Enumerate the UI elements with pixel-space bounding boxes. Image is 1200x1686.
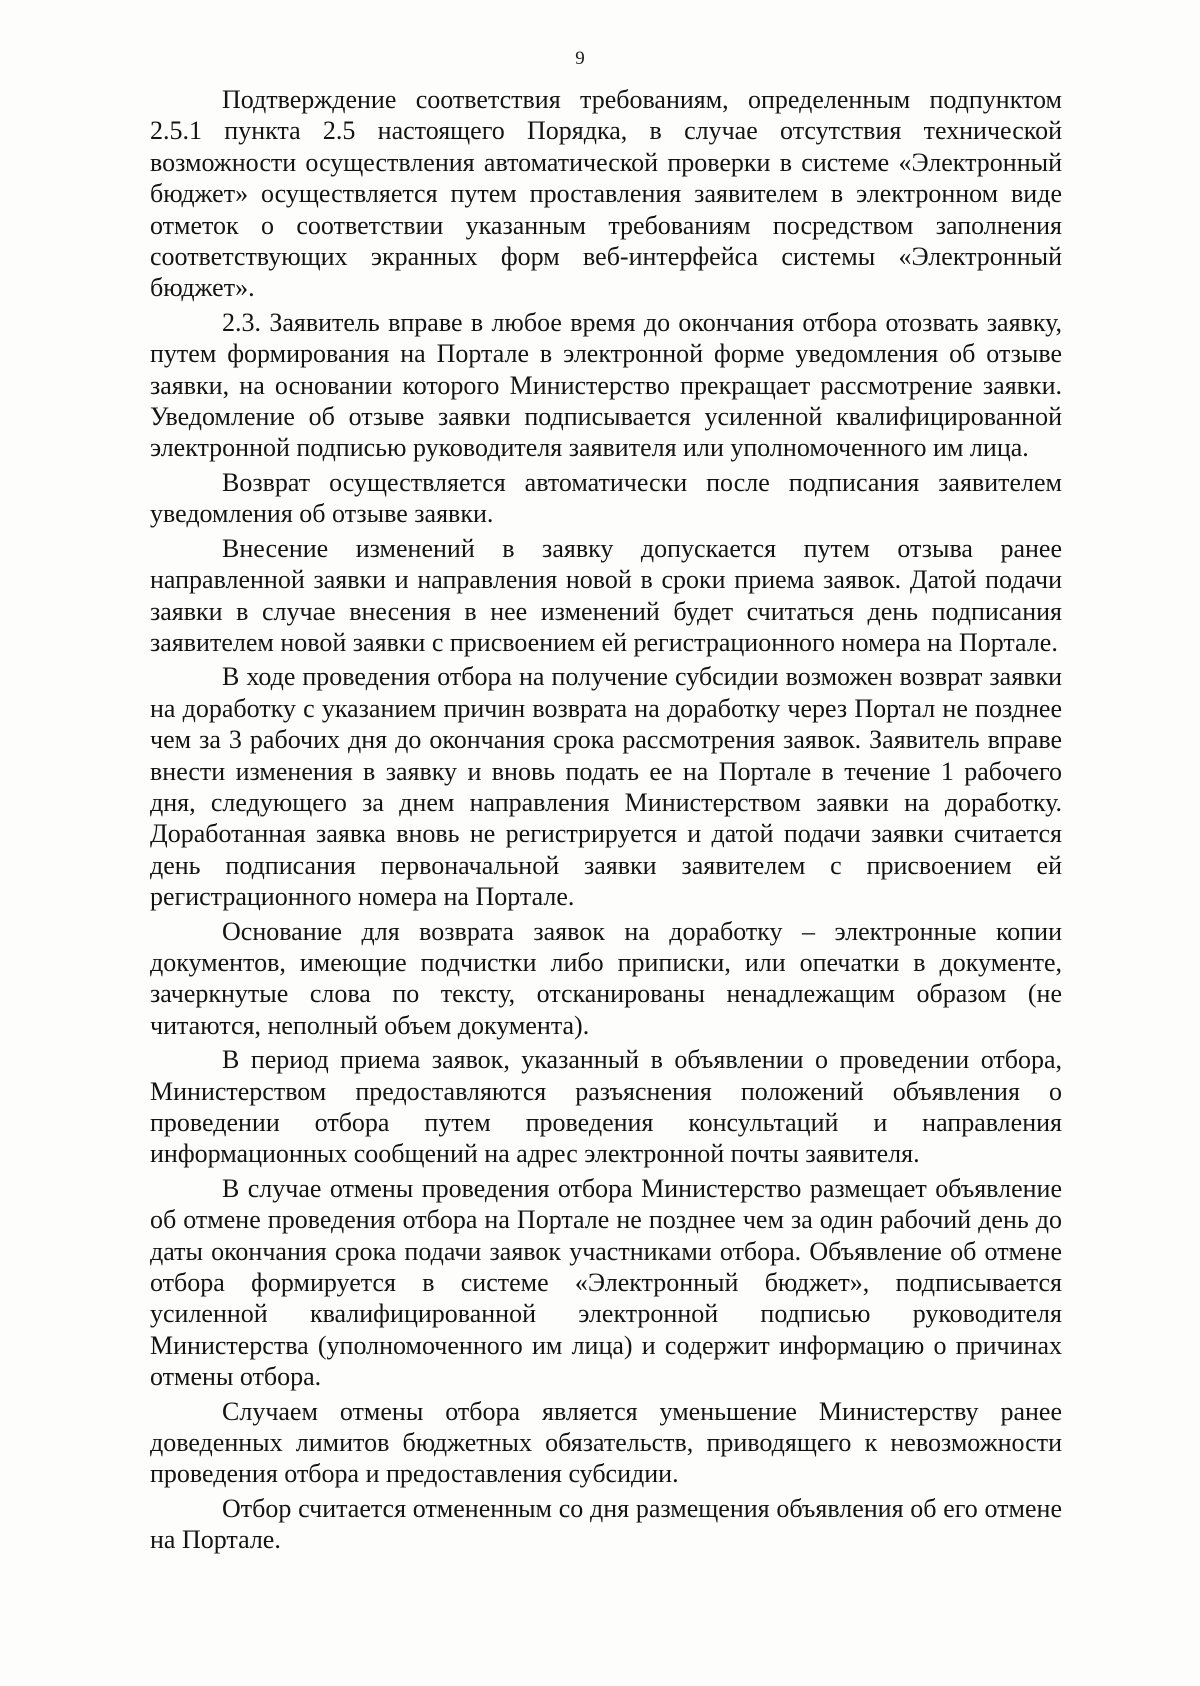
paragraph-cancellation-effective: Отбор считается отмененным со дня размещения объявления об его отмене на Портале. xyxy=(150,1493,1062,1555)
paragraph-return: Возврат осуществляется автоматически после подписания заявителем уведомления об отзыве заявки. xyxy=(150,467,1062,529)
page-number: 9 xyxy=(575,48,585,69)
paragraph-cancellation: В случае отмены проведения отбора Министерство размещает объявление об отмене проведения отбора на Портале не позднее чем за один рабочий день до даты окончания срока подачи заявок участниками отбора. Объявление об отмене отбора формируется в системе «Электронный бюджет», подписывается усиленной квалифицированной электронной подписью руководителя Министерства (уполномоченного им лица) и содержит информацию о причинах отмены отбора. xyxy=(150,1173,1062,1392)
paragraph-cancellation-case: Случаем отмены отбора является уменьшение Министерству ранее доведенных лимитов бюджетных обязательств, приводящего к невозможности проведения отбора и предоставления субсидии. xyxy=(150,1396,1062,1489)
paragraph-confirmation: Подтверждение соответствия требованиям, определенным подпунктом 2.5.1 пункта 2.5 настоящего Порядка, в случае отсутствия технической возможности осуществления автоматической проверки в системе «Электронный бюджет» осуществляется путем проставления заявителем в электронном виде отметок о соответствии указанным требованиям посредством заполнения соответствующих экранных форм веб-интерфейса системы «Электронный бюджет». xyxy=(150,85,1062,303)
paragraph-revision-grounds: Основание для возврата заявок на доработку – электронные копии документов, имеющие подчистки либо приписки, или опечатки в документе, зачеркнутые слова по тексту, отсканированы ненадлежащим образом (не читаются, неполный объем документа). xyxy=(150,916,1062,1040)
document-body xyxy=(150,84,1062,1559)
paragraph-changes: Внесение изменений в заявку допускается путем отзыва ранее направленной заявки и направления новой в сроки приема заявок. Датой подачи заявки в случае внесения в нее изменений будет считаться день подписания заявителем новой заявки с присвоением ей регистрационного номера на Портале. xyxy=(150,533,1062,657)
paragraph-clarifications: В период приема заявок, указанный в объявлении о проведении отбора, Министерством предоставляются разъяснения положений объявления о проведении отбора путем проведения консультаций и направления информационных сообщений на адрес электронной почты заявителя. xyxy=(150,1045,1062,1169)
paragraph-2-3-withdrawal: 2.3. Заявитель вправе в любое время до окончания отбора отозвать заявку, путем формирования на Портале в электронной форме уведомления об отзыве заявки, на основании которого Министерство прекращает рассмотрение заявки. Уведомление об отзыве заявки подписывается усиленной квалифицированной электронной подписью руководителя заявителя или уполномоченного им лица. xyxy=(150,307,1062,463)
paragraph-revision: В ходе проведения отбора на получение субсидии возможен возврат заявки на доработку с указанием причин возврата на доработку через Портал не позднее чем за 3 рабочих дня до окончания срока рассмотрения заявок. Заявитель вправе внести изменения в заявку и вновь подать ее на Портале в течение 1 рабочего дня, следующего за днем направления Министерством заявки на доработку. Доработанная заявка вновь не регистрируется и датой подачи заявки считается день подписания первоначальной заявки заявителем с присвоением ей регистрационного номера на Портале. xyxy=(150,662,1062,912)
